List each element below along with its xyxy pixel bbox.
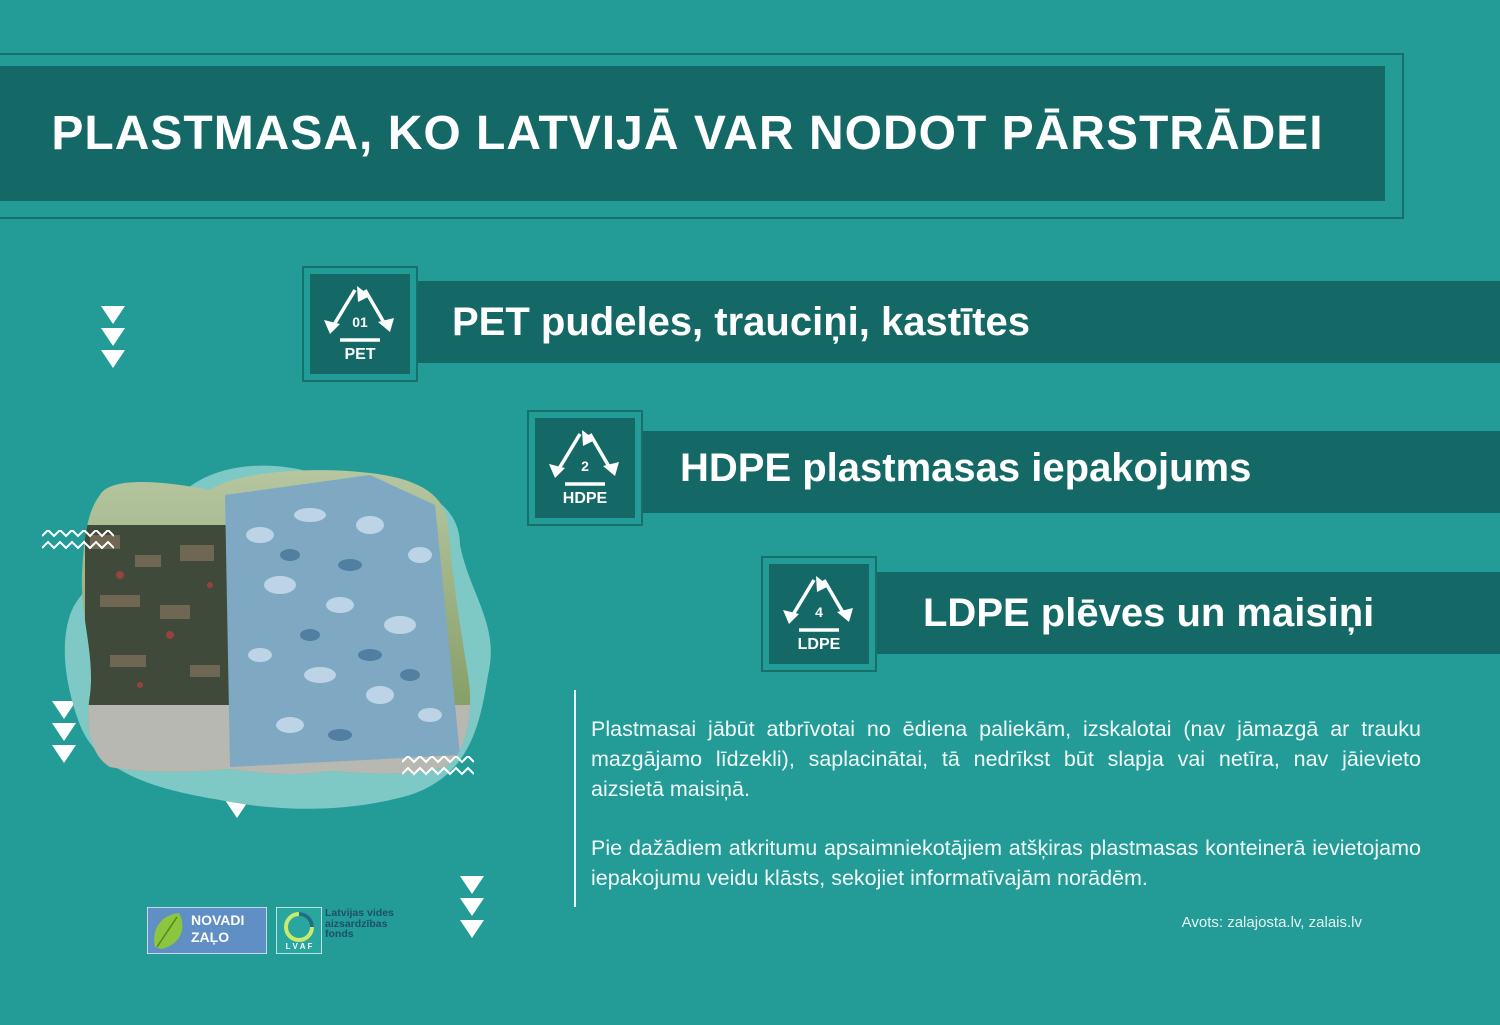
recycle-code-hdpe [535, 418, 635, 518]
info-paragraph-2: Pie dažādiem atkritumu apsaimniekotājiem atšķiras plastmasas konteinerā ievietojamo iepakojumu veidu klāsts, sekojiet informatīvajām norādēm. [591, 836, 1421, 890]
novadi-zalo-logo [147, 907, 267, 954]
lvaf-abbr: L V A F [285, 942, 313, 951]
novadi-zalo-text: NOVADI ZAĻO [191, 912, 245, 945]
zigzag-decoration [42, 530, 114, 556]
category-label-ldpe: LDPE plēves un maisiņi [923, 590, 1375, 635]
lvaf-name: Latvijas vides aizsardzības fonds [325, 907, 394, 940]
recycle-code-ldpe [769, 564, 869, 664]
source-text: Avots: zalajosta.lv, zalais.lv [1181, 914, 1362, 931]
info-paragraph-1: Plastmasai jābūt atbrīvotai no ēdiena paliekām, izskalotai (nav jāmazgā ar trauku mazgājamo līdzekli), saplacinātai, tā nedrīkst būt slapja vai netīra, nav jāievieto aizsietā maisiņā. [591, 717, 1421, 801]
recycle-code-abbr: HDPE [562, 490, 608, 507]
category-label-pet: PET pudeles, trauciņi, kastītes [452, 299, 1030, 344]
recycle-code-pet [310, 274, 410, 374]
recycle-code-abbr: LDPE [797, 636, 841, 653]
recycle-code-number: 01 [352, 314, 368, 330]
recycle-code-number: 2 [581, 458, 589, 474]
chevron-arrows-icon [459, 875, 485, 941]
chevron-arrows-icon [100, 305, 126, 371]
info-divider [574, 690, 576, 907]
recycle-code-number: 4 [815, 604, 823, 620]
category-label-hdpe: HDPE plastmasas iepakojums [680, 445, 1252, 490]
page-title: PLASTMASA, KO LATVIJĀ VAR NODOT PĀRSTRĀDEI [51, 107, 1324, 160]
recycle-code-abbr: PET [344, 346, 376, 363]
lvaf-logo [276, 907, 396, 954]
zigzag-decoration [402, 756, 474, 780]
